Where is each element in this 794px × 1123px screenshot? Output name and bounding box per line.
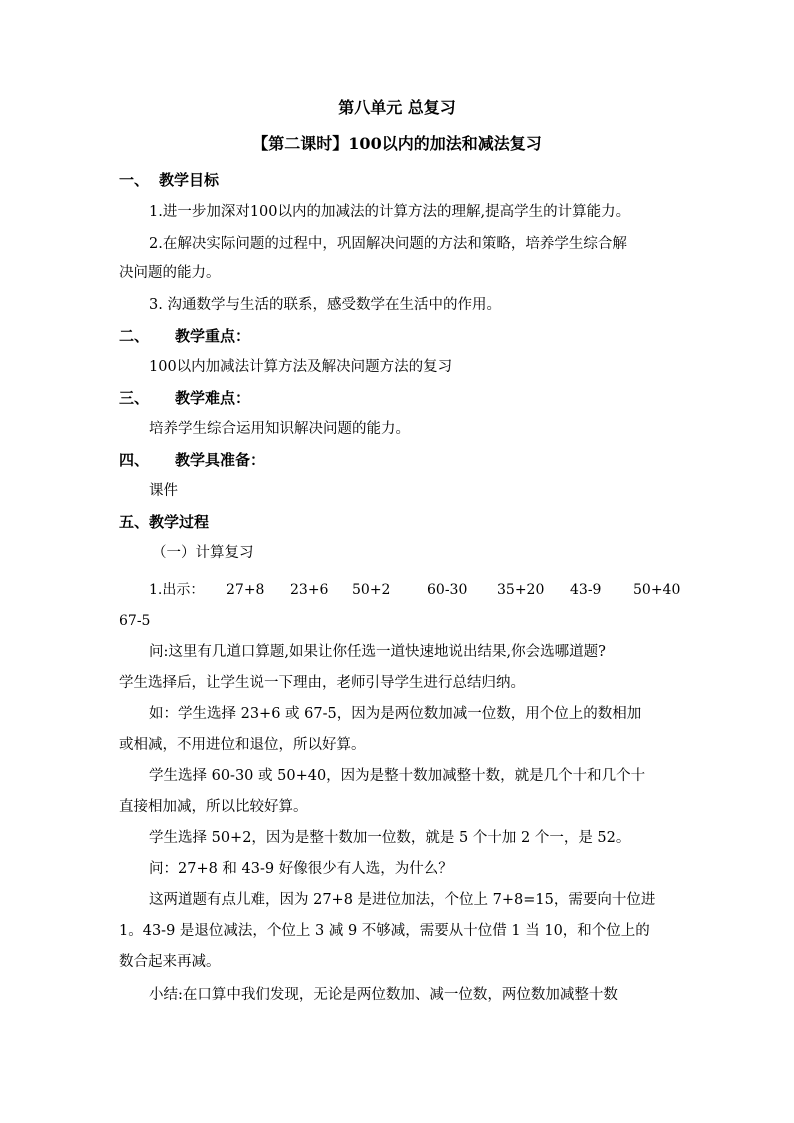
exercise-item: 35+20 — [497, 582, 545, 598]
section-1-title: 教学目标 — [159, 171, 220, 189]
example-1-line-2: 或相减，不用进位和退位，所以好算。 — [119, 737, 366, 753]
section-2-title: 教学重点： — [175, 327, 251, 345]
lesson-title: 【第二课时】100以内的加法和减法复习 — [252, 134, 542, 153]
exercise-item: 50+2 — [352, 582, 391, 598]
section-2-heading — [119, 326, 250, 346]
example-2-line-2: 直接相加减，所以比较好算。 — [119, 799, 308, 815]
explanation-line-2: 1。43-9 是退位减法，个位上 3 减 9 不够减，需要从十位借 1 当 10，和个位上的 — [119, 923, 650, 939]
section-3-heading — [119, 388, 250, 408]
question-1-line-1: 问:这里有几道口算题,如果让你任选一道快速地说出结果,你会选哪道题? — [149, 644, 606, 660]
exercise-label: 1.出示： — [149, 582, 205, 598]
example-1-line-1: 如：学生选择 23+6 或 67-5，因为是两位数加减一位数，用个位上的数相加 — [149, 706, 642, 722]
objective-2-line-2: 决问题的能力。 — [119, 265, 221, 281]
explanation-line-3: 数合起来再减。 — [119, 954, 221, 970]
objective-3: 3. 沟通数学与生活的联系，感受数学在生活中的作用。 — [149, 297, 501, 313]
question-2: 问：27+8 和 43-9 好像很少有人选，为什么？ — [149, 861, 453, 877]
exercise-item: 23+6 — [290, 582, 329, 598]
objective-2-line-1: 2.在解决实际问题的过程中，巩固解决问题的方法和策略，培养学生综合解 — [149, 236, 627, 252]
section-2-number: 二、 — [119, 327, 150, 345]
section-3-number: 三、 — [119, 389, 150, 407]
difficulty-text: 培养学生综合运用知识解决问题的能力。 — [149, 421, 410, 437]
section-5-heading: 五、教学过程 — [119, 513, 210, 531]
explanation-line-1: 这两道题有点儿难，因为 27+8 是进位加法，个位上 7+8=15，需要向十位进 — [149, 892, 656, 908]
subsection-calculation-review: （一）计算复习 — [152, 545, 254, 561]
section-1-heading — [119, 170, 219, 190]
exercise-item: 67-5 — [119, 613, 151, 629]
example-3: 学生选择 50+2，因为是整十数加一位数，就是 5 个十加 2 个一，是 52。 — [149, 830, 631, 846]
question-1-line-2: 学生选择后，让学生说一下理由，老师引导学生进行总结归纳。 — [119, 675, 525, 691]
exercise-item: 43-9 — [570, 582, 602, 598]
section-4-title: 教学具准备： — [175, 451, 266, 469]
example-2-line-1: 学生选择 60-30 或 50+40，因为是整十数加减整十数，就是几个十和几个十 — [149, 768, 646, 784]
unit-title: 第八单元 总复习 — [338, 98, 456, 117]
materials-text: 课件 — [149, 483, 178, 499]
section-3-title: 教学难点： — [175, 389, 251, 407]
exercise-item: 50+40 — [633, 582, 681, 598]
section-4-heading — [119, 450, 265, 470]
exercise-item: 60-30 — [427, 582, 468, 598]
objective-1: 1.进一步加深对100以内的加减法的计算方法的理解,提高学生的计算能力。 — [149, 204, 631, 220]
section-4-number: 四、 — [119, 451, 150, 469]
section-1-number: 一、 — [119, 171, 150, 189]
exercise-item: 27+8 — [226, 582, 265, 598]
key-point-text: 100以内加减法计算方法及解决问题方法的复习 — [149, 359, 453, 375]
summary-line-1: 小结:在口算中我们发现，无论是两位数加、减一位数，两位数加减整十数 — [149, 987, 618, 1003]
